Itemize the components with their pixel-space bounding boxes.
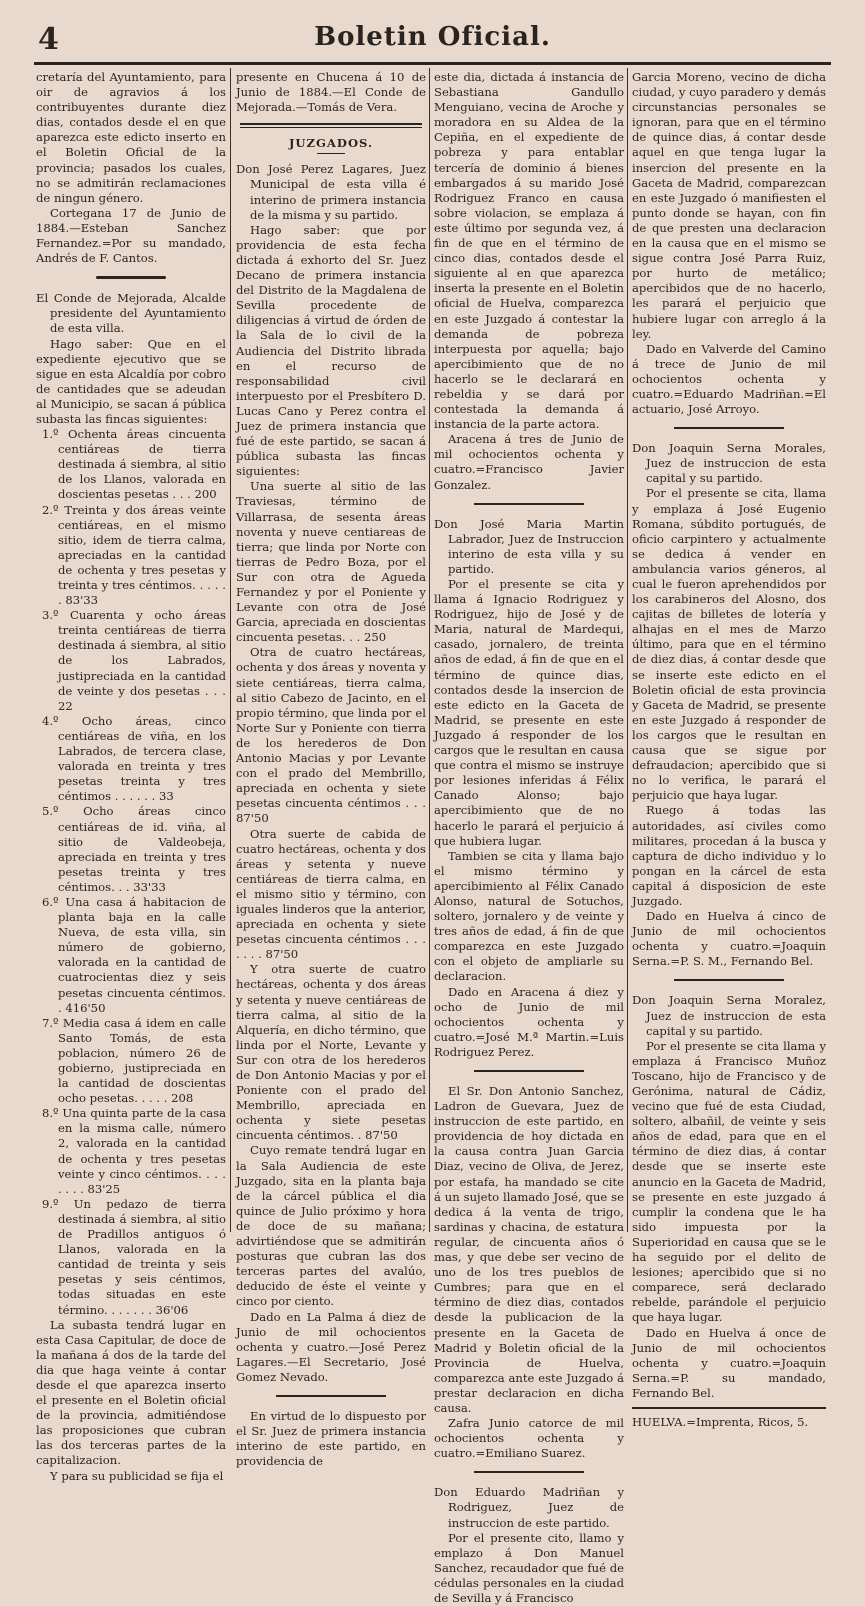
signature: Dado en Huelva á cinco de Junio de mil ochocientos ochenta y cuatro.=Joaquin Serna.=P. S. M., Fernando Bel. — [632, 909, 826, 969]
section-separator — [474, 1471, 584, 1473]
paragraph: Hago saber: que por providencia de esta fecha dictada á exhorto del Sr. Juez Decano de primera instancia del Distrito de la Magdalena de Sevilla procedente de diligencias á virtud de órden de la Sala de lo civil de la Audiencia del Distrito librada en el recurso de responsabilidad civil interpuesto por el Presbítero D. Lucas Cano y Perez contra el Juez de primera instancia que fué de este partido, se sacan á pública subasta las fincas siguientes: — [236, 222, 426, 479]
column-divider — [627, 68, 628, 1232]
list-item: 2.º Treinta y dos áreas veinte centiáreas, en el mismo sitio, idem de tierra calma, apreciadas en la cantidad de ochenta y tres pesetas y treinta y tres céntimos. . . . . . 83'33 — [42, 502, 226, 608]
paragraph: presente en Chucena á 10 de Junio de 1884.—El Conde de Mejorada.—Tomás de Vera. — [236, 70, 426, 115]
signature: Dado en Huelva á once de Junio de mil ochocientos ochenta y cuatro.=Joaquin Serna.=P. su mandado, Fernando Bel. — [632, 1325, 826, 1400]
list-item: 8.º Una quinta parte de la casa en la misma calle, número 2, valorada en la cantidad de ochenta y tres pesetas veinte y cinco céntimos. . . . . . . . 83'25 — [42, 1106, 226, 1196]
signature: Zafra Junio catorce de mil ochocientos ochenta y cuatro.=Emiliano Suarez. — [434, 1416, 624, 1461]
signature: Aracena á tres de Junio de mil ochocientos ochenta y cuatro.=Francisco Javier Gonzalez. — [434, 432, 624, 492]
signature: Dado en La Palma á diez de Junio de mil ochocientos ochenta y cuatro.—José Perez Lagares.—El Secretario, José Gomez Nevado. — [236, 1309, 426, 1384]
column-2 — [236, 70, 426, 1469]
signature: Dado en Valverde del Camino á trece de Junio de mil ochocientos ochenta y cuatro.=Eduardo Madriñan.=El actuario, José Arroyo. — [632, 341, 826, 417]
section-heading: JUZGADOS. — [288, 136, 374, 151]
paragraph: este dia, dictada á instancia de Sebastiana Gandullo Menguiano, vecina de Aroche y moradora en su Aldea de la Cepiña, en el expediente de pobreza y para entablar tercería de dominio á bienes embargados á su marido José Rodriguez Franco en causa sobre violacion, se emplaza á este último por segunda vez, á fin de que en el término de cinco dias, contados desde el siguiente al en que aparezca inserta la presente en el Boletin oficial de Huelva, comparezca en este Juzgado á contestar la demanda de pobreza interpuesta por aquella; bajo apercibimiento que de no hacerlo se le declarará en rebeldia y se dará por contestada la demanda á instancia de la parte actora. — [434, 70, 624, 432]
column-1 — [36, 70, 226, 1484]
column-divider — [429, 68, 430, 1232]
column-3 — [434, 70, 624, 1606]
page-number: 4 — [38, 22, 59, 57]
list-item: 5.º Ocho áreas cinco centiáreas de id. viña, al sitio de Valdeobeja, apreciada en treinta y tres pesetas treinta y tres céntimos. . . 33'33 — [42, 804, 226, 894]
section-separator — [96, 276, 166, 279]
paragraph: Por el presente se cita llama y emplaza á Francisco Muñoz Toscano, hijo de Francisco y de Gerónima, natural de Cádiz, vecino que fué de esta Ciudad, soltero, albañil, de veinte y seis años de edad, para que en el término de diez dias, á contar desde que se inserte este anuncio en la Gaceta de Madrid, se presente en este juzgado á cumplir la condena que le ha sido impuesta por la Superioridad en causa que se le ha seguido por el delito de lesiones; apercibido que si no comparece, será declarado rebelde, parándole el perjuicio que haya lugar. — [632, 1038, 826, 1325]
paragraph: Tambien se cita y llama bajo el mismo término y apercibimiento al Félix Canado Alonso, natural de Sotuchos, soltero, jornalero y de veinte y tres años de edad, á fin de que comparezca en este Juzgado con el objeto de ampliarle su declaracion. — [434, 848, 624, 984]
signature: Cortegana 17 de Junio de 1884.—Esteban Sanchez Fernandez.=Por su mandado, Andrés de F. Cantos. — [36, 205, 226, 266]
paragraph: Por el presente cito, llamo y emplazo á Don Manuel Sanchez, recaudador que fué de cédulas personales en la ciudad de Sevilla y á Francisco — [434, 1530, 624, 1605]
list-item: 1.º Ochenta áreas cincuenta centiáreas de tierra destinada á siembra, al sitio de los Llanos, valorada en doscientas pesetas . . . 200 — [42, 427, 226, 502]
paragraph: Una suerte al sitio de las Traviesas, término de Villarrasa, de sesenta áreas noventa y nueve centiareas de tierra; que linda por Norte con tierras de Pedro Boza, por el Sur con otra de Agueda Fernandez y por el Poniente y Levante con otra de José Garcia, apreciada en doscientas cincuenta pesetas. . . 250 — [236, 479, 426, 645]
paragraph: Garcia Moreno, vecino de dicha ciudad, y cuyo paradero y demás circunstancias personales se ignoran, para que en el término de quince dias, á contar desde aquel en que tenga lugar la insercion del presente en la Gaceta de Madrid, comparezcan en este Juzgado ó manifiesten el punto donde se hayan, con fin de que presten una declaracion en la causa que en el mismo se sigue contra José Parra Ruiz, por hurto de metálico; apercibidos que de no hacerlo, les parará el perjuicio que hubiere lugar con arreglo á la ley. — [632, 70, 826, 341]
notice-heading: Don Joaquin Serna Moralez, Juez de instruccion de esta capital y su partido. — [632, 993, 826, 1038]
page-title: Boletin Oficial. — [314, 22, 551, 52]
notice-heading: Don José Perez Lagares, Juez Municipal de esta villa é interino de primera instancia de la misma y su partido. — [236, 162, 426, 222]
section-separator — [674, 979, 784, 981]
paragraph: Otra suerte de cabida de cuatro hectáreas, ochenta y dos áreas y setenta y nueve centiáreas de tierra calma, en el mismo sitio y término, con iguales linderos que la anterior, apreciada en ochenta y siete pesetas cincuenta céntimos . . . . . . . 87'50 — [236, 826, 426, 962]
notice-heading: Don Joaquin Serna Morales, Juez de instruccion de esta capital y su partido. — [632, 441, 826, 486]
notice-heading: Don Eduardo Madriñan y Rodriguez, Juez de instruccion de este partido. — [434, 1485, 624, 1530]
paragraph: En virtud de lo dispuesto por el Sr. Juez de primera instancia interino de este partido, en providencia de — [236, 1408, 426, 1469]
paragraph: Hago saber: Que en el expediente ejecutivo que se sigue en esta Alcaldía por cobro de cantidades que se adeudan al Municipio, se sacan á pública subasta las fincas siguientes: — [36, 336, 226, 426]
paragraph: Otra de cuatro hectáreas, ochenta y dos áreas y noventa y siete centiáreas, tierra calma, al sitio Cabezo de Jacinto, en el propio término, que linda por el Norte Sur y Poniente con tierra de los herederos de Don Antonio Macias y por Levante con el prado del Membrillo, apreciada en ochenta y siete pesetas cincuenta céntimos . . . 87'50 — [236, 645, 426, 826]
list-item: 6.º Una casa á habitacion de planta baja en la calle Nueva, de esta villa, sin número de gobierno, valorada en la cantidad de cuatrocientas diez y seis pesetas cincuenta céntimos. . 416'50 — [42, 894, 226, 1015]
property-list — [36, 427, 226, 1318]
list-item: 4.º Ocho áreas, cinco centiáreas de viña, en los Labrados, de tercera clase, valorada en treinta y tres pesetas treinta y tres céntimos . . . . . . 33 — [42, 713, 226, 804]
paragraph: La subasta tendrá lugar en esta Casa Capitular, de doce de la mañana á dos de la tarde del dia que haga veinte á contar desde el que aparezca inserto el presente en el Boletin oficial de la provincia, admitiéndose las proposiciones que cubran las dos terceras partes de la capitalizacion. — [36, 1317, 226, 1468]
notice-heading: Don José Maria Martin Labrador, Juez de Instruccion interino de esta villa y su partido. — [434, 516, 624, 576]
paragraph: Y otra suerte de cuatro hectáreas, ochenta y dos áreas y setenta y nueve centiáreas de tierra calma, al sitio de la Alquería, en dicho término, que linda por el Norte, Levante y Sur con otra de los herederos de Don Antonio Macias y por el Poniente con el prado del Membrillo, apreciada en ochenta y siete pesetas cincuenta céntimos. . 87'50 — [236, 962, 426, 1143]
heading-rule — [317, 153, 345, 154]
section-separator — [474, 503, 584, 505]
column-divider — [230, 68, 231, 1232]
paragraph: cretaría del Ayuntamiento, para oir de agravios á los contribuyentes durante diez dias, contados desde el en que aparezca este edicto inserto en el Boletin Oficial de la provincia; pasados los cuales, no se admitirán reclamaciones de ningun género. — [36, 70, 226, 205]
column-4 — [632, 70, 826, 1430]
section-rule — [240, 123, 422, 128]
paragraph: Y para su publicidad se fija el — [50, 1468, 224, 1483]
printer-imprint: HUELVA.=Imprenta, Ricos, 5. — [632, 1414, 809, 1429]
paragraph: Ruego á todas las autoridades, así civiles como militares, procedan á la busca y captura de dicho individuo y lo pongan en la cárcel de esta capital á disposicion de este Juzgado. — [632, 803, 826, 908]
list-item: 3.º Cuarenta y ocho áreas treinta centiáreas de tierra destinada á siembra, al sitio de los Labrados, justipreciada en la cantidad de veinte y dos pesetas . . . 22 — [42, 608, 226, 713]
paragraph: El Sr. Don Antonio Sanchez, Ladron de Guevara, Juez de instruccion de este partido, en providencia de hoy dictada en la causa contra Juan Garcia Diaz, vecino de Oliva, de Jerez, por estafa, ha mandado se cite á un sujeto llamado José, que se dedica á la venta de trigo, sardinas y chacina, de estatura regular, de cincuenta años ó mas, y que debe ser vecino de uno de los tres pueblos de Cumbres; para que en el término de diez dias, contados desde la publicacion de la presente en la Gaceta de Madrid y Boletin oficial de la Provincia de Huelva, comparezca ante este Juzgado á prestar declaracion en dicha causa. — [434, 1084, 624, 1415]
section-separator — [276, 1395, 386, 1397]
section-separator — [674, 427, 784, 429]
list-item: 9.º Un pedazo de tierra destinada á siembra, al sitio de Pradillos antiguos ó Llanos, valorada en la cantidad de treinta y seis pesetas y seis céntimos, todas situadas en este término. . . . . . . 36'06 — [42, 1196, 226, 1317]
paragraph: Cuyo remate tendrá lugar en la Sala Audiencia de este Juzgado, sita en la planta baja de la cárcel pública el dia quince de Julio próximo y hora de doce de su mañana; advirtiéndose que se admitirán posturas que cubran las dos terceras partes del avalúo, deducido de éste el veinte y cinco por ciento. — [236, 1143, 426, 1309]
list-item: 7.º Media casa á idem en calle Santo Tomás, de esta poblacion, número 26 de gobierno, justipreciada en la cantidad de doscientas ocho pesetas. . . . . 208 — [42, 1015, 226, 1106]
section-separator — [474, 1070, 584, 1072]
header-rule — [34, 62, 831, 65]
signature: Dado en Aracena á diez y ocho de Junio de mil ochocientos ochenta y cuatro.=José M.ª Martin.=Luis Rodriguez Perez. — [434, 984, 624, 1059]
footer-rule — [632, 1407, 826, 1409]
paragraph: Por el presente se cita, llama y emplaza á José Eugenio Romana, súbdito portugués, de oficio carpintero y actualmente se dedica á vender en ambulancia varios géneros, al cual le fueron aprehendidos por los carabineros del Alosno, dos cajitas de billetes de lotería y alhajas en el mes de Marzo último, para que en el término de diez dias, á contar desde que se inserte este edicto en el Boletin oficial de esta provincia y Gaceta de Madrid, se presente en este Juzgado á responder de los cargos que le resultan en causa que se sigue por defraudacion; apercibido que si no lo verifica, le parará el perjuicio que haya lugar. — [632, 486, 826, 803]
notice-heading: El Conde de Mejorada, Alcalde presidente del Ayuntamiento de esta villa. — [36, 291, 226, 336]
paragraph: Por el presente se cita y llama á Ignacio Rodriguez y Rodriguez, hijo de José y de Maria, natural de Mardequi, casado, jornalero, de treinta años de edad, á fin de que en el término de quince dias, contados desde la insercion de este edicto en la Gaceta de Madrid, se presente en este Juzgado á responder de los cargos que le resultan en causa que contra el mismo se instruye por lesiones inferidas á Félix Canado Alonso; bajo apercibimiento que de no hacerlo le parará el perjuicio á que hubiera lugar. — [434, 577, 624, 848]
